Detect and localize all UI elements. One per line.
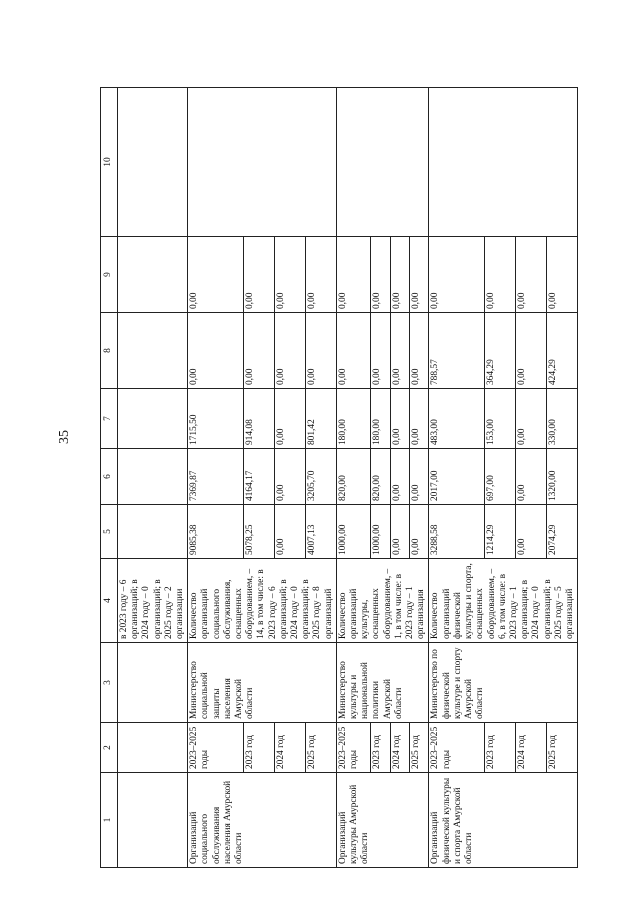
value-cell-8: 788,57 [429,313,485,389]
value-cell-5 [118,505,188,559]
period-cell: 2025 год [410,723,429,773]
column-header-7: 7 [101,389,118,449]
value-cell-5: 1000,00 [371,505,390,559]
value-cell-9: 0,00 [188,237,244,313]
value-cell-5: 0,00 [516,505,547,559]
value-cell-5: 0,00 [274,505,305,559]
value-cell-6: 1320,00 [547,449,578,505]
value-cell-9: 0,00 [274,237,305,313]
value-cell-8: 0,00 [336,313,371,389]
value-cell-6: 0,00 [390,449,409,505]
value-cell-5: 9085,38 [188,505,244,559]
value-cell-5: 1214,29 [485,505,516,559]
period-cell: 2023 год [371,723,390,773]
indicator-cell: Количество организаций социального обслуживания, оснащенных оборудованием, – 14, в том числе: в 2023 году – 6 организаций; в 2024 году – 0 организаций; в 2025 году – 8 организаций [188,559,337,643]
value-cell-9: 0,00 [516,237,547,313]
indicator-cell: Количество организаций культуры, оснащенных оборудованием, – 1, в том числе: в 2023 году – 1 организация [336,559,429,643]
period-cell: 2024 год [390,723,409,773]
value-cell-5: 1000,00 [336,505,371,559]
period-cell: 2023 год [485,723,516,773]
period-cell [118,723,188,773]
table-body [101,88,578,868]
column-header-1: 1 [101,773,118,868]
column-header-5: 5 [101,505,118,559]
value-cell-7: 0,00 [516,389,547,449]
agency-cell: Министерство по физической культуре и спорту Амурской области [429,643,578,723]
value-cell-5: 4007,13 [305,505,336,559]
value-cell-5: 3288,58 [429,505,485,559]
value-cell-7: 0,00 [274,389,305,449]
value-cell-8: 0,00 [305,313,336,389]
org-cell [118,773,188,868]
value-cell-10 [118,88,188,237]
header-row [101,88,118,868]
period-cell: 2024 год [274,723,305,773]
value-cell-8: 0,00 [274,313,305,389]
table-row [429,88,485,868]
table-row [336,88,371,868]
value-cell-9: 0,00 [305,237,336,313]
value-cell-6: 820,00 [371,449,390,505]
org-cell: Организаций культуры Амурской области [336,773,429,868]
value-cell-5: 5078,25 [243,505,274,559]
value-cell-9 [118,237,188,313]
value-cell-8 [118,313,188,389]
value-cell-6: 7369,87 [188,449,244,505]
value-cell-8: 0,00 [516,313,547,389]
agency-cell: Министерство социальной защиты населения Амурской области [188,643,337,723]
table-row [118,88,188,868]
column-header-6: 6 [101,449,118,505]
value-cell-5: 0,00 [410,505,429,559]
value-cell-10 [336,88,429,237]
column-header-8: 8 [101,313,118,389]
value-cell-6: 3205,70 [305,449,336,505]
agency-cell [118,643,188,723]
value-cell-6: 820,00 [336,449,371,505]
value-cell-6: 697,00 [485,449,516,505]
value-cell-7 [118,389,188,449]
column-header-9: 9 [101,237,118,313]
value-cell-9: 0,00 [410,237,429,313]
value-cell-7: 330,00 [547,389,578,449]
value-cell-9: 0,00 [485,237,516,313]
value-cell-8: 0,00 [243,313,274,389]
value-cell-6 [118,449,188,505]
value-cell-6: 4164,17 [243,449,274,505]
indicator-cell: Количество организаций физической культуры и спорта, оснащенных оборудованием, – 6, в том числе: в 2023 году – 1 организация; в 2024 году – 0 организаций; в 2025 году – 5 организаций [429,559,578,643]
period-cell: 2025 год [547,723,578,773]
value-cell-7: 180,00 [336,389,371,449]
table-row [188,88,244,868]
column-header-2: 2 [101,723,118,773]
value-cell-10 [429,88,578,237]
value-cell-7: 1715,50 [188,389,244,449]
value-cell-7: 914,08 [243,389,274,449]
period-cell: 2023–2025 годы [429,723,485,773]
column-header-4: 4 [101,559,118,643]
value-cell-7: 483,00 [429,389,485,449]
value-cell-9: 0,00 [547,237,578,313]
value-cell-5: 2074,29 [547,505,578,559]
value-cell-6: 0,00 [410,449,429,505]
value-cell-9: 0,00 [429,237,485,313]
data-table [100,87,578,868]
column-header-10: 10 [101,88,118,237]
value-cell-7: 0,00 [410,389,429,449]
table-frame [100,88,620,868]
page-number: 35 [57,430,72,444]
value-cell-9: 0,00 [371,237,390,313]
period-cell: 2024 год [516,723,547,773]
value-cell-8: 0,00 [410,313,429,389]
value-cell-7: 180,00 [371,389,390,449]
value-cell-8: 364,29 [485,313,516,389]
value-cell-5: 0,00 [390,505,409,559]
value-cell-6: 2017,00 [429,449,485,505]
column-header-3: 3 [101,643,118,723]
value-cell-6: 0,00 [274,449,305,505]
value-cell-9: 0,00 [243,237,274,313]
value-cell-6: 0,00 [516,449,547,505]
org-cell: Организаций социального обслуживания населения Амурской области [188,773,337,868]
value-cell-8: 0,00 [390,313,409,389]
value-cell-9: 0,00 [336,237,371,313]
value-cell-7: 0,00 [390,389,409,449]
value-cell-7: 801,42 [305,389,336,449]
indicator-cell: в 2023 году – 6 организаций; в 2024 году – 0 организаций; в 2025 году – 2 организации [118,559,188,643]
value-cell-10 [188,88,337,237]
org-cell: Организаций физической культуры и спорта Амурской области [429,773,578,868]
value-cell-8: 424,29 [547,313,578,389]
value-cell-8: 0,00 [188,313,244,389]
agency-cell: Министерство культуры и национальной политики Амурской области [336,643,429,723]
value-cell-9: 0,00 [390,237,409,313]
period-cell: 2023–2025 годы [188,723,244,773]
period-cell: 2023 год [243,723,274,773]
value-cell-8: 0,00 [371,313,390,389]
period-cell: 2025 год [305,723,336,773]
period-cell: 2023–2025 годы [336,723,371,773]
value-cell-7: 153,00 [485,389,516,449]
